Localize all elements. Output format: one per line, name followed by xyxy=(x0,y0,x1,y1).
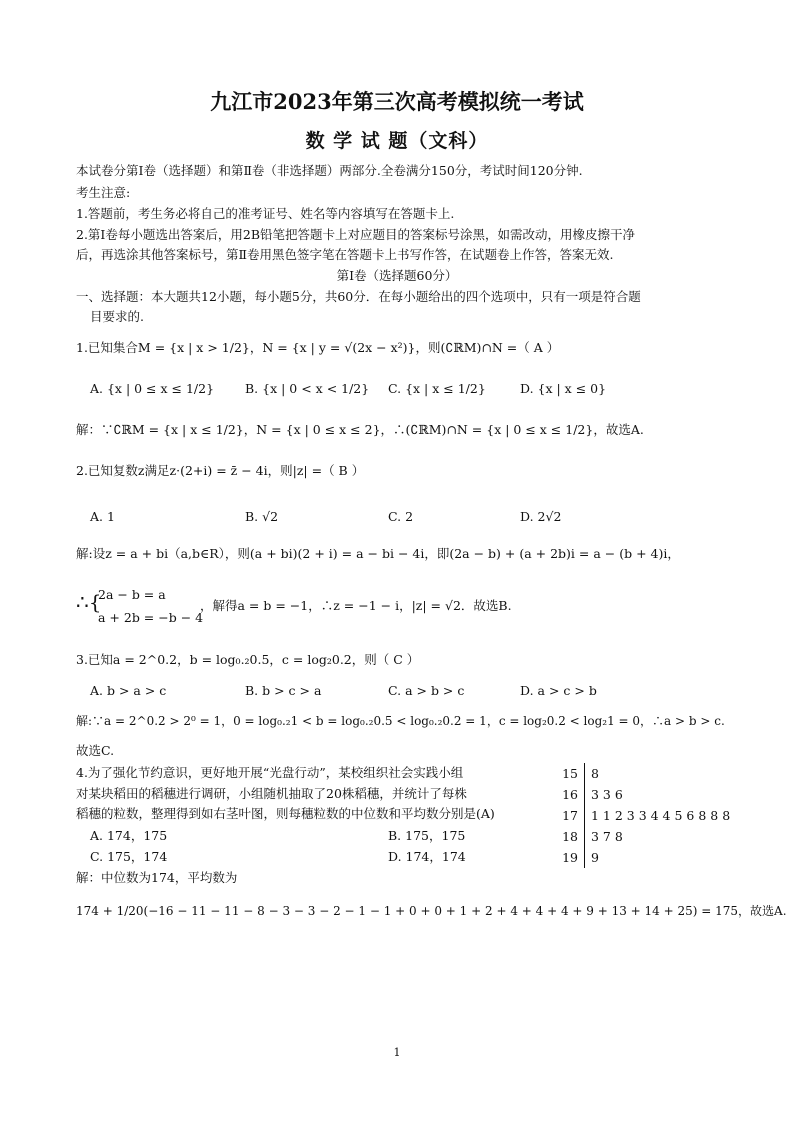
notes-title: 考生注意: xyxy=(76,185,131,200)
stem-value: 16 xyxy=(556,784,585,805)
question-1-option-c: C. {x | x ≤ 1/2} xyxy=(388,381,486,396)
question-3-solution-1: 解:∵a = 2^0.2 > 2⁰ = 1，0 = log₀.₂1 < b = log₀.₂0.5 < log₀.₂0.2 = 1，c = log₂0.2 < log₂1 = 0，∴a > b > c. xyxy=(76,714,725,728)
question-4-option-c: C. 175，174 xyxy=(90,849,168,864)
section-instruction-1: 一、选择题：本大题共12小题，每小题5分，共60分．在每小题给出的四个选项中，只有一项是符合题 xyxy=(76,289,641,304)
question-4-option-a: A. 174，175 xyxy=(90,828,168,843)
brace-symbol: ∴{ xyxy=(76,590,102,614)
exam-subtitle: 数 学 试 题（文科） xyxy=(305,130,489,152)
leaf-values: 8 xyxy=(591,766,599,781)
question-1-stem: 1.已知集合M = {x | x > 1/2}，N = {x | y = √(2x − x²)}，则(∁ℝM)∩N =（ A ） xyxy=(76,340,560,355)
question-3-option-d: D. a > c > b xyxy=(520,683,597,698)
question-3-option-a: A. b > a > c xyxy=(90,683,167,698)
leaf-values: 9 xyxy=(591,850,599,865)
leaf-values: 3 7 8 xyxy=(591,829,623,844)
stem-leaf-row xyxy=(556,847,736,868)
stem-value: 18 xyxy=(556,826,585,847)
stem-leaf-row xyxy=(556,784,736,805)
question-4-line-1: 4.为了强化节约意识，更好地开展“光盘行动”，某校组织社会实践小组 xyxy=(76,765,464,780)
note-2a: 2.第Ⅰ卷每小题选出答案后，用2B铅笔把答题卡上对应题目的答案标号涂黑，如需改动，用橡皮擦干净 xyxy=(76,227,636,242)
question-2-stem: 2.已知复数z满足z·(2+i) = z̄ − 4i，则|z| =（ B ） xyxy=(76,463,365,478)
stem-leaf-row xyxy=(556,763,736,784)
stem-leaf-plot xyxy=(556,763,736,868)
intro-line: 本试卷分第Ⅰ卷（选择题）和第Ⅱ卷（非选择题）两部分.全卷满分150分，考试时间120分钟. xyxy=(76,163,583,178)
question-4-line-3: 稻穗的粒数，整理得到如右茎叶图，则每穗粒数的中位数和平均数分别是(A) xyxy=(76,806,495,821)
note-2b: 后，再选涂其他答案标号，第Ⅱ卷用黑色签字笔在答题卡上书写作答，在试题卷上作答，答案无效. xyxy=(76,247,614,262)
question-3-option-b: B. b > c > a xyxy=(245,683,322,698)
page-number: 1 xyxy=(393,1046,401,1059)
stem-leaf-row xyxy=(556,826,736,847)
stem-value: 17 xyxy=(556,805,585,826)
question-2-option-c: C. 2 xyxy=(388,509,414,524)
question-1-option-d: D. {x | x ≤ 0} xyxy=(520,381,607,396)
question-2-solution-1: 解:设z = a + bi（a,b∈R），则(a + bi)(2 + i) = a − bi − 4i，即(2a − b) + (a + 2b)i = a − (b + 4)i， xyxy=(76,546,680,561)
question-4-solution-2: 174 + 1/20(−16 − 11 − 11 − 8 − 3 − 3 − 2 − 1 − 1 + 0 + 0 + 1 + 2 + 4 + 4 + 4 + 9 + 13 + 14 + 25) = 175，故选A. xyxy=(76,904,787,918)
question-4-option-b: B. 175，175 xyxy=(388,828,466,843)
stem-value: 15 xyxy=(556,763,585,784)
question-2-option-b: B. √2 xyxy=(245,509,279,524)
question-4-option-d: D. 174，174 xyxy=(388,849,466,864)
note-1: 1.答题前，考生务必将自己的准考证号、姓名等内容填写在答题卡上. xyxy=(76,206,455,221)
question-2-equation-2: a + 2b = −b − 4 xyxy=(98,610,204,625)
section-heading: 第Ⅰ卷（选择题60分） xyxy=(336,268,458,283)
question-3-stem: 3.已知a = 2^0.2，b = log₀.₂0.5，c = log₂0.2，则（ C ） xyxy=(76,652,420,667)
stem-value: 19 xyxy=(556,847,585,868)
question-2-option-d: D. 2√2 xyxy=(520,509,562,524)
question-2-solution-2: ，解得a = b = −1，∴z = −1 − i，|z| = √2．故选B. xyxy=(200,598,512,613)
question-1-solution: 解：∵∁ℝM = {x | x ≤ 1/2}，N = {x | 0 ≤ x ≤ 2}，∴(∁ℝM)∩N = {x | 0 ≤ x ≤ 1/2}，故选A. xyxy=(76,422,644,437)
leaf-values: 1 1 2 3 3 4 4 5 6 8 8 8 xyxy=(591,808,731,823)
question-4-line-2: 对某块稻田的稻穗进行调研，小组随机抽取了20株稻穗，并统计了每株 xyxy=(76,786,467,801)
exam-title: 九江市2023年第三次高考模拟统一考试 xyxy=(210,89,584,114)
question-1-option-b: B. {x | 0 < x < 1/2} xyxy=(245,381,370,396)
question-2-equation-1: 2a − b = a xyxy=(98,587,166,602)
question-1-option-a: A. {x | 0 ≤ x ≤ 1/2} xyxy=(90,381,215,396)
question-2-option-a: A. 1 xyxy=(90,509,115,524)
question-3-option-c: C. a > b > c xyxy=(388,683,465,698)
question-3-solution-2: 故选C. xyxy=(76,743,115,758)
stem-leaf-row xyxy=(556,805,736,826)
section-instruction-2: 目要求的. xyxy=(90,309,144,324)
leaf-values: 3 3 6 xyxy=(591,787,623,802)
question-4-solution-1: 解：中位数为174，平均数为 xyxy=(76,870,238,885)
